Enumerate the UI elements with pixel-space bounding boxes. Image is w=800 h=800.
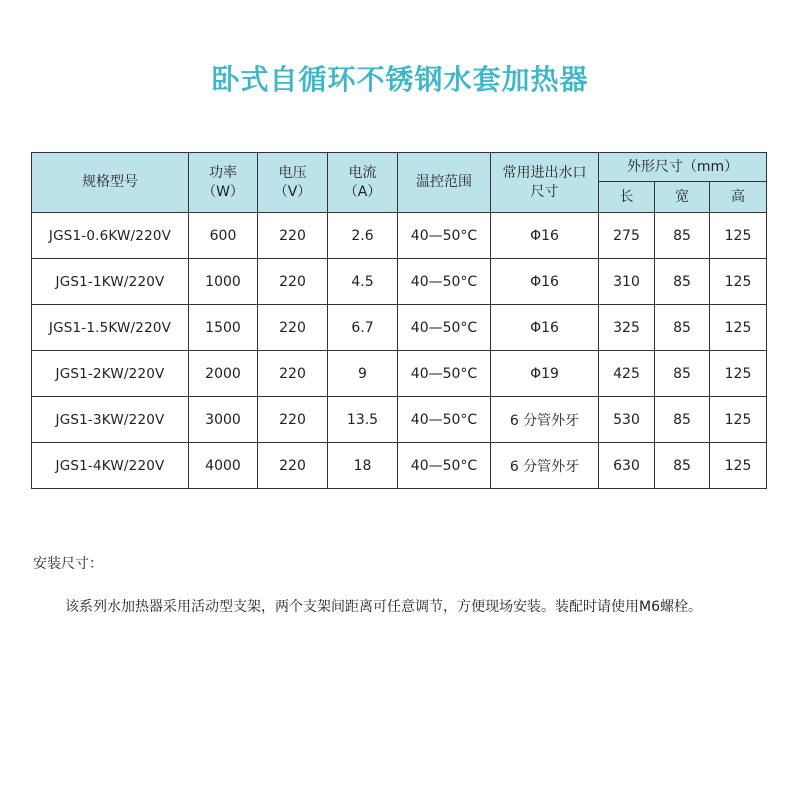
table-header-row	[32, 153, 767, 182]
cell-voltage: 220	[258, 213, 328, 259]
header-dimensions: 外形尺寸（mm）	[599, 153, 767, 182]
cell-model: JGS1-1.5KW/220V	[32, 305, 189, 351]
header-voltage-unit: （V）	[273, 183, 312, 200]
cell-temp: 40—50°C	[398, 443, 491, 489]
table-row	[32, 213, 767, 259]
spec-table	[31, 152, 767, 489]
cell-temp: 40—50°C	[398, 305, 491, 351]
header-width: 宽	[655, 182, 710, 213]
cell-length: 530	[599, 397, 655, 443]
table-row	[32, 305, 767, 351]
cell-current: 13.5	[328, 397, 398, 443]
page-title: 卧式自循环不锈钢水套加热器	[211, 63, 589, 96]
cell-temp: 40—50°C	[398, 351, 491, 397]
table-row	[32, 443, 767, 489]
cell-voltage: 220	[258, 397, 328, 443]
cell-voltage: 220	[258, 443, 328, 489]
cell-voltage: 220	[258, 259, 328, 305]
cell-power: 1500	[189, 305, 258, 351]
install-heading: 安装尺寸：	[33, 556, 103, 572]
cell-length: 325	[599, 305, 655, 351]
header-current-unit: （A）	[343, 183, 382, 200]
install-description: 该系列水加热器采用活动型支架，两个支架间距离可任意调节，方便现场安装。装配时请使用M6螺栓。	[65, 599, 702, 615]
cell-current: 2.6	[328, 213, 398, 259]
table-row	[32, 351, 767, 397]
header-power-unit: （W）	[202, 183, 244, 200]
cell-current: 6.7	[328, 305, 398, 351]
header-voltage-label: 电压	[278, 164, 307, 181]
cell-height: 125	[710, 213, 767, 259]
cell-voltage: 220	[258, 305, 328, 351]
cell-model: JGS1-0.6KW/220V	[32, 213, 189, 259]
cell-current: 9	[328, 351, 398, 397]
cell-power: 600	[189, 213, 258, 259]
header-voltage	[258, 153, 328, 213]
cell-height: 125	[710, 259, 767, 305]
cell-width: 85	[655, 259, 710, 305]
cell-port: Φ16	[491, 259, 599, 305]
cell-port: Φ16	[491, 213, 599, 259]
cell-port: 6 分管外牙	[491, 443, 599, 489]
table-row	[32, 259, 767, 305]
cell-power: 4000	[189, 443, 258, 489]
cell-model: JGS1-1KW/220V	[32, 259, 189, 305]
cell-model: JGS1-2KW/220V	[32, 351, 189, 397]
header-current	[328, 153, 398, 213]
cell-length: 630	[599, 443, 655, 489]
cell-length: 425	[599, 351, 655, 397]
header-current-label: 电流	[348, 164, 377, 181]
cell-power: 3000	[189, 397, 258, 443]
cell-temp: 40—50°C	[398, 397, 491, 443]
header-height: 高	[710, 182, 767, 213]
cell-model: JGS1-3KW/220V	[32, 397, 189, 443]
header-length: 长	[599, 182, 655, 213]
cell-width: 85	[655, 213, 710, 259]
cell-width: 85	[655, 397, 710, 443]
table-row	[32, 397, 767, 443]
header-power-label: 功率	[209, 164, 237, 181]
cell-length: 310	[599, 259, 655, 305]
cell-width: 85	[655, 351, 710, 397]
header-temp-range: 温控范围	[398, 153, 491, 213]
header-port-size: 常用进出水口尺寸	[491, 153, 599, 213]
cell-width: 85	[655, 443, 710, 489]
cell-current: 4.5	[328, 259, 398, 305]
header-model: 规格型号	[32, 153, 189, 213]
cell-temp: 40—50°C	[398, 259, 491, 305]
cell-width: 85	[655, 305, 710, 351]
cell-port: Φ19	[491, 351, 599, 397]
header-power	[189, 153, 258, 213]
cell-length: 275	[599, 213, 655, 259]
cell-temp: 40—50°C	[398, 213, 491, 259]
cell-power: 1000	[189, 259, 258, 305]
cell-height: 125	[710, 305, 767, 351]
cell-height: 125	[710, 443, 767, 489]
cell-port: 6 分管外牙	[491, 397, 599, 443]
cell-height: 125	[710, 351, 767, 397]
cell-height: 125	[710, 397, 767, 443]
cell-model: JGS1-4KW/220V	[32, 443, 189, 489]
cell-current: 18	[328, 443, 398, 489]
cell-power: 2000	[189, 351, 258, 397]
cell-port: Φ16	[491, 305, 599, 351]
cell-voltage: 220	[258, 351, 328, 397]
